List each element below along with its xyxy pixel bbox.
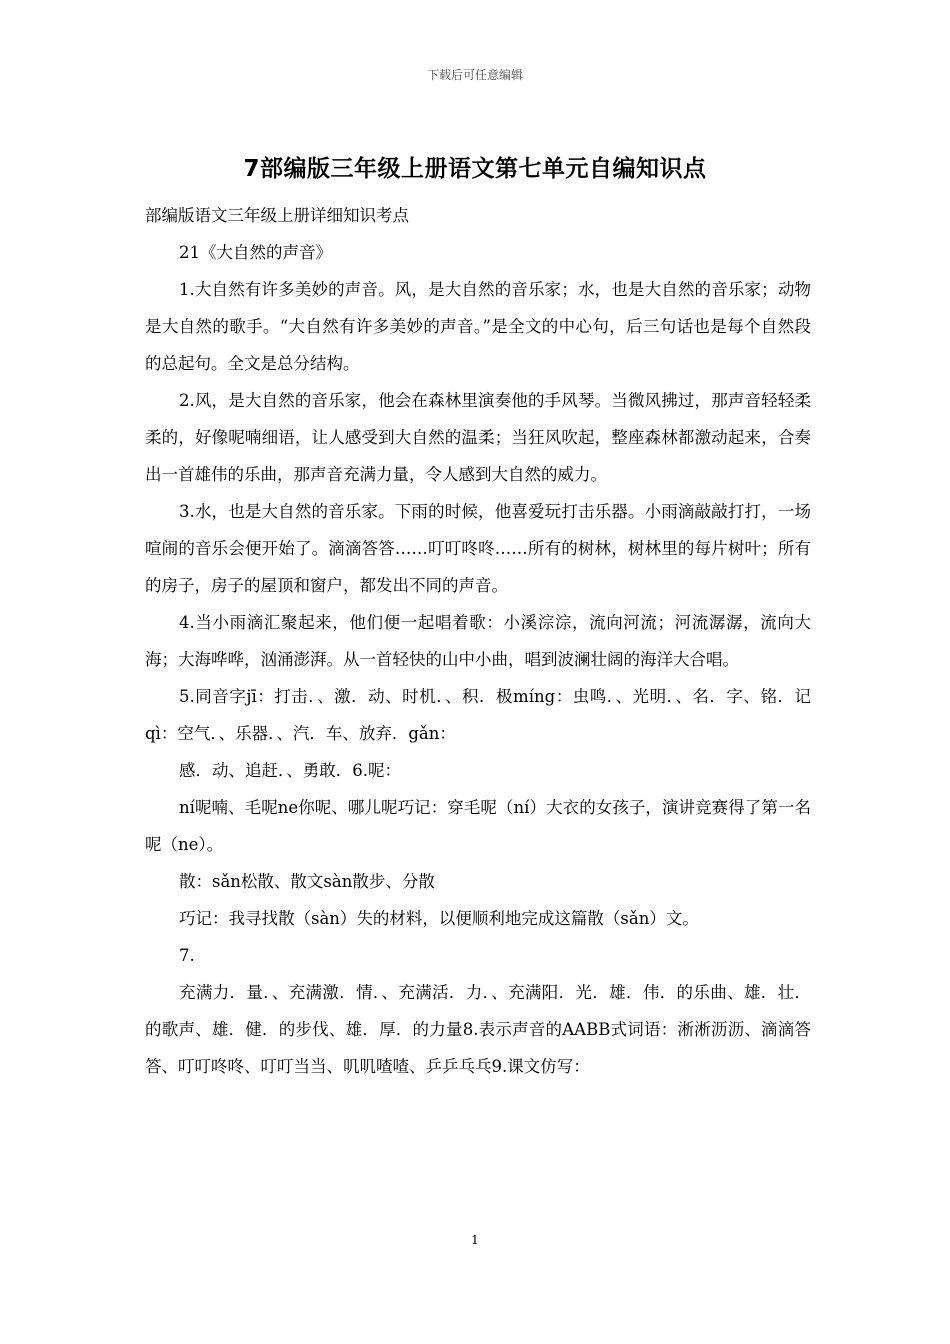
document-title: 7部编版三年级上册语文第七单元自编知识点 [243, 156, 707, 182]
paragraph: 散：sǎn松散、散文sàn散步、分散 [179, 872, 435, 891]
paragraph: 1.大自然有许多美妙的声音。风，是大自然的音乐家；水，也是大自然的音乐家；动物是大自然的歌手。“大自然有许多美妙的声音。”是全文的中心句，后三句话也是每个自然段的总起句。全文是总分结构。 [145, 280, 811, 373]
document-body [145, 197, 811, 1085]
page-header: 下载后可任意编辑 [426, 68, 523, 82]
page-number: 1 [471, 1233, 479, 1247]
lesson-heading: 21《大自然的声音》 [179, 243, 332, 262]
paragraph: 7. [179, 946, 195, 965]
paragraph: 3.水，也是大自然的音乐家。下雨的时候，他喜爱玩打击乐器。小雨滴敲敲打打，一场喧闹的音乐会便开始了。滴滴答答……叮叮咚咚……所有的树林，树林里的每片树叶；所有的房子，房子的屋顶和窗户，都发出不同的声音。 [145, 502, 811, 595]
paragraph: 4.当小雨滴汇聚起来，他们便一起唱着歌：小溪淙淙，流向河流；河流潺潺，流向大海；大海哗哗，汹涌澎湃。从一首轻快的山中小曲，唱到波澜壮阔的海洋大合唱。 [145, 613, 811, 669]
paragraph: 2.风，是大自然的音乐家，他会在森林里演奏他的手风琴。当微风拂过，那声音轻轻柔柔的，好像呢喃细语，让人感受到大自然的温柔；当狂风吹起，整座森林都激动起来，合奏出一首雄伟的乐曲，那声音充满力量，令人感到大自然的威力。 [145, 391, 811, 484]
subtitle: 部编版语文三年级上册详细知识考点 [145, 206, 409, 225]
paragraph: 5.同音字jī：打击．、激．动、时机．、积．极míng：虫鸣．、光明．、名．字、铭．记qì：空气．、乐器．、汽．车、放弃．gǎn： [145, 687, 811, 743]
paragraph: 感．动、追赶．、勇敢．6.呢： [179, 761, 401, 780]
paragraph: 巧记：我寻找散（sàn）失的材料，以便顺利地完成这篇散（sǎn）文。 [179, 909, 699, 928]
paragraph: 充满力．量．、充满激．情．、充满活．力．、充满阳．光．雄．伟．的乐曲、雄．壮．的歌声、雄．健．的步伐、雄．厚．的力量8.表示声音的AABB式词语：淅淅沥沥、滴滴答答、叮叮咚咚、叮叮当当、叽叽喳喳、乒乒乓乓9.课文仿写： [145, 983, 811, 1076]
paragraph: ní呢喃、毛呢ne你呢、哪儿呢巧记：穿毛呢（ní）大衣的女孩子，演讲竞赛得了第一名呢（ne）。 [145, 798, 811, 854]
